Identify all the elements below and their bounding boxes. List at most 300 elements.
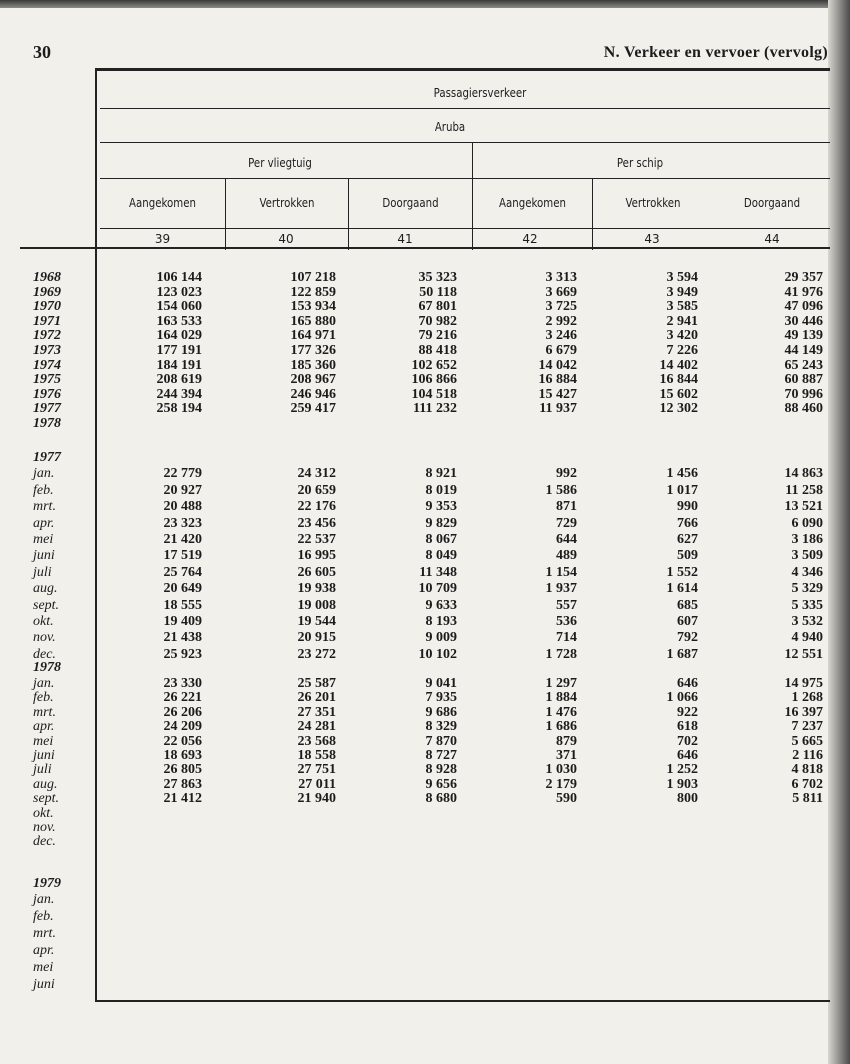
row-label: feb. <box>33 909 54 924</box>
row-label: mrt. <box>33 704 56 720</box>
cell-col-39: 27 863 <box>163 776 202 792</box>
cell-col-39: 184 191 <box>156 357 202 373</box>
table-row <box>0 581 850 596</box>
cell-col-39: 123 023 <box>156 284 202 300</box>
table-row <box>0 499 850 514</box>
column-number: 40 <box>278 232 294 246</box>
row-label: 1974 <box>33 357 61 373</box>
row-label: mei <box>33 960 54 975</box>
cell-col-43: 1 066 <box>666 690 698 706</box>
cell-col-40: 27 751 <box>297 762 336 778</box>
cell-col-40: 27 011 <box>298 776 336 792</box>
cell-col-40: 208 967 <box>290 372 336 388</box>
cell-col-40: 23 456 <box>297 515 336 531</box>
row-label: 1969 <box>33 284 61 300</box>
row-label: mei <box>33 532 54 547</box>
table-row <box>0 762 850 777</box>
row-label: 1971 <box>33 313 61 329</box>
row-label: 1973 <box>33 343 61 358</box>
table-row <box>0 598 850 613</box>
cell-col-43: 3 949 <box>666 284 698 300</box>
cell-col-43: 618 <box>677 719 698 735</box>
cell-col-44: 2 116 <box>792 748 823 763</box>
cell-col-44: 41 976 <box>784 284 823 300</box>
cell-col-42: 15 427 <box>538 386 577 402</box>
table-row <box>0 705 850 720</box>
cell-col-44: 3 186 <box>791 532 823 547</box>
cell-col-41: 70 982 <box>418 313 457 329</box>
cell-col-44: 4 940 <box>791 630 823 646</box>
cell-col-39: 18 693 <box>163 748 202 763</box>
cell-col-40: 18 558 <box>297 748 336 763</box>
row-label: feb. <box>33 482 54 498</box>
cell-col-39: 25 764 <box>163 564 202 580</box>
cell-col-43: 1 687 <box>666 646 698 662</box>
cell-col-41: 106 866 <box>411 372 457 388</box>
table-row <box>0 909 850 924</box>
rule <box>472 142 473 250</box>
cell-col-41: 8 329 <box>425 719 457 735</box>
row-label: aug. <box>33 581 58 597</box>
table-row <box>0 806 850 821</box>
cell-col-44: 3 532 <box>791 614 823 629</box>
table-row <box>0 314 850 329</box>
cell-col-43: 1 456 <box>666 466 698 482</box>
cell-col-40: 107 218 <box>290 270 336 285</box>
row-label: 1978 <box>33 416 61 431</box>
cell-col-42: 489 <box>556 548 577 564</box>
cell-col-40: 20 659 <box>297 482 336 498</box>
cell-col-42: 3 669 <box>545 284 577 300</box>
table-row <box>0 516 850 531</box>
table-row <box>0 328 850 343</box>
rule <box>592 178 593 250</box>
cell-col-39: 20 488 <box>163 499 202 515</box>
cell-col-41: 10 102 <box>418 646 457 662</box>
cell-col-44: 44 149 <box>784 343 823 358</box>
cell-col-41: 67 801 <box>418 299 457 315</box>
column-number: 41 <box>397 232 413 246</box>
cell-col-41: 8 193 <box>425 614 457 629</box>
cell-col-41: 9 633 <box>425 597 457 613</box>
cell-col-43: 3 594 <box>666 270 698 285</box>
row-label: aug. <box>33 776 58 792</box>
cell-col-41: 88 418 <box>418 343 457 358</box>
table-row <box>0 734 850 749</box>
cell-col-44: 7 237 <box>791 719 823 735</box>
table-row <box>0 820 850 835</box>
cell-col-40: 19 544 <box>297 614 336 629</box>
table-row <box>0 719 850 734</box>
cell-col-40: 16 995 <box>297 548 336 564</box>
cell-col-40: 185 360 <box>290 357 336 373</box>
cell-col-43: 12 302 <box>659 401 698 417</box>
cell-col-42: 2 179 <box>545 776 577 792</box>
cell-col-44: 4 346 <box>791 564 823 580</box>
cell-col-42: 1 154 <box>545 564 577 580</box>
row-label: juni <box>33 977 55 992</box>
cell-col-42: 1 937 <box>545 581 577 597</box>
cell-col-41: 8 019 <box>425 482 457 498</box>
cell-col-39: 20 649 <box>163 581 202 597</box>
cell-col-39: 17 519 <box>163 548 202 564</box>
cell-col-44: 60 887 <box>784 372 823 388</box>
rule <box>100 228 830 229</box>
table-row <box>0 285 850 300</box>
cell-col-44: 5 335 <box>791 597 823 613</box>
cell-col-43: 627 <box>677 532 698 547</box>
cell-col-39: 21 412 <box>163 791 202 807</box>
cell-col-42: 3 246 <box>545 328 577 344</box>
cell-col-44: 5 329 <box>791 581 823 597</box>
cell-col-43: 685 <box>677 597 698 613</box>
column-number: 43 <box>644 232 660 246</box>
cell-col-44: 47 096 <box>784 299 823 315</box>
table-row <box>0 343 850 358</box>
table-top-rule <box>95 68 830 71</box>
cell-col-42: 729 <box>556 515 577 531</box>
cell-col-39: 21 420 <box>163 532 202 547</box>
header-passagiersverkeer: Passagiersverkeer <box>433 86 527 100</box>
cell-col-41: 111 232 <box>413 401 457 417</box>
cell-col-43: 1 552 <box>666 564 698 580</box>
cell-col-40: 20 915 <box>297 630 336 646</box>
cell-col-42: 992 <box>556 466 577 482</box>
cell-col-39: 24 209 <box>163 719 202 735</box>
cell-col-40: 26 201 <box>297 690 336 706</box>
column-number: 39 <box>154 232 171 246</box>
row-label: jan. <box>33 466 55 482</box>
cell-col-42: 1 686 <box>545 719 577 735</box>
cell-col-44: 1 268 <box>791 690 823 706</box>
row-label: okt. <box>33 614 54 629</box>
cell-col-40: 23 272 <box>297 646 336 662</box>
header-col-44: Doorgaand <box>743 196 801 210</box>
cell-col-42: 1 884 <box>545 690 577 706</box>
cell-col-43: 3 585 <box>666 299 698 315</box>
table-bottom-rule <box>95 1000 830 1002</box>
cell-col-40: 164 971 <box>290 328 336 344</box>
cell-col-43: 7 226 <box>666 343 698 358</box>
cell-col-41: 9 829 <box>425 515 457 531</box>
cell-col-42: 590 <box>556 791 577 807</box>
cell-col-39: 20 927 <box>163 482 202 498</box>
cell-col-40: 22 176 <box>297 499 336 515</box>
cell-col-42: 16 884 <box>538 372 577 388</box>
header-col-39: Aangekomen <box>129 196 196 210</box>
table-row <box>0 299 850 314</box>
cell-col-42: 1 297 <box>545 676 577 691</box>
table-row <box>0 532 850 547</box>
table-row <box>0 960 850 975</box>
cell-col-39: 25 923 <box>163 646 202 662</box>
cell-col-44: 14 975 <box>784 676 823 691</box>
row-label: 1972 <box>33 328 61 344</box>
cell-col-43: 792 <box>677 630 698 646</box>
cell-col-42: 879 <box>556 733 577 749</box>
cell-col-42: 14 042 <box>538 357 577 373</box>
cell-col-40: 19 938 <box>297 581 336 597</box>
year-heading: 1979 <box>33 876 61 891</box>
cell-col-40: 25 587 <box>297 676 336 691</box>
cell-col-43: 1 252 <box>666 762 698 778</box>
cell-col-39: 26 206 <box>163 704 202 720</box>
cell-col-43: 15 602 <box>659 386 698 402</box>
row-label: okt. <box>33 805 54 821</box>
header-bottom-rule <box>20 247 830 249</box>
rule <box>100 178 830 179</box>
cell-col-41: 8 049 <box>425 548 457 564</box>
row-label: mrt. <box>33 499 56 515</box>
row-label: mei <box>33 733 54 749</box>
table-row <box>0 358 850 373</box>
cell-col-40: 19 008 <box>297 597 336 613</box>
rule <box>100 142 830 143</box>
page-number: 30 <box>33 42 51 62</box>
cell-col-41: 9 353 <box>425 499 457 515</box>
row-label: sept. <box>33 791 60 807</box>
cell-col-42: 3 313 <box>545 270 577 285</box>
table-row <box>0 416 850 431</box>
cell-col-44: 70 996 <box>784 386 823 402</box>
table-row <box>0 466 850 481</box>
cell-col-39: 26 805 <box>163 762 202 778</box>
table-row <box>0 748 850 763</box>
cell-col-40: 259 417 <box>290 401 336 417</box>
cell-col-44: 14 863 <box>784 466 823 482</box>
cell-col-43: 646 <box>677 748 698 763</box>
year-heading: 1978 <box>33 660 61 675</box>
cell-col-44: 5 811 <box>792 791 823 807</box>
cell-col-42: 714 <box>556 630 577 646</box>
table-row <box>0 834 850 849</box>
column-number: 42 <box>522 232 538 246</box>
cell-col-40: 27 351 <box>297 704 336 720</box>
cell-col-41: 7 935 <box>425 690 457 706</box>
header-col-43: Vertrokken <box>625 196 681 210</box>
row-label: jan. <box>33 892 55 907</box>
cell-col-44: 4 818 <box>791 762 823 778</box>
row-label: 1975 <box>33 372 61 388</box>
cell-col-39: 23 323 <box>163 515 202 531</box>
cell-col-41: 8 928 <box>425 762 457 778</box>
page-title: N. Verkeer en vervoer (vervolg) <box>603 44 828 61</box>
table-row <box>0 548 850 563</box>
header-col-40: Vertrokken <box>259 196 315 210</box>
cell-col-43: 607 <box>677 614 698 629</box>
cell-col-43: 766 <box>677 515 698 531</box>
cell-col-42: 644 <box>556 532 577 547</box>
table-row <box>0 791 850 806</box>
cell-col-44: 5 665 <box>791 733 823 749</box>
cell-col-44: 13 521 <box>784 499 823 515</box>
cell-col-39: 208 619 <box>156 372 202 388</box>
cell-col-39: 23 330 <box>163 676 202 691</box>
row-label: juli <box>33 762 52 778</box>
year-heading: 1977 <box>33 450 61 465</box>
cell-col-43: 2 941 <box>666 313 698 329</box>
cell-col-41: 8 921 <box>425 466 457 482</box>
cell-col-39: 164 029 <box>156 328 202 344</box>
cell-col-43: 16 844 <box>659 372 698 388</box>
cell-col-42: 3 725 <box>545 299 577 315</box>
row-label: dec. <box>33 646 56 662</box>
cell-col-44: 16 397 <box>784 704 823 720</box>
row-label: apr. <box>33 719 55 735</box>
row-label: jan. <box>33 676 55 691</box>
row-label: dec. <box>33 834 56 850</box>
column-number: 44 <box>764 232 780 246</box>
cell-col-39: 106 144 <box>156 270 202 285</box>
table-row <box>0 270 850 285</box>
cell-col-44: 6 090 <box>791 515 823 531</box>
cell-col-39: 177 191 <box>156 343 202 358</box>
table-row <box>0 483 850 498</box>
header-per-schip: Per schip <box>616 156 664 170</box>
cell-col-42: 1 586 <box>545 482 577 498</box>
rule <box>348 178 349 250</box>
cell-col-41: 104 518 <box>411 386 457 402</box>
cell-col-44: 12 551 <box>784 646 823 662</box>
cell-col-43: 14 402 <box>659 357 698 373</box>
table-row <box>0 387 850 402</box>
cell-col-42: 1 728 <box>545 646 577 662</box>
cell-col-41: 9 041 <box>425 676 457 691</box>
cell-col-43: 1 903 <box>666 776 698 792</box>
cell-col-40: 177 326 <box>290 343 336 358</box>
cell-col-40: 165 880 <box>290 313 336 329</box>
cell-col-41: 8 727 <box>425 748 457 763</box>
table-row <box>0 372 850 387</box>
cell-col-40: 153 934 <box>290 299 336 315</box>
row-label: mrt. <box>33 926 56 941</box>
cell-col-39: 154 060 <box>156 299 202 315</box>
cell-col-39: 21 438 <box>163 630 202 646</box>
table-row <box>0 943 850 958</box>
cell-col-39: 22 779 <box>163 466 202 482</box>
row-label: nov. <box>33 630 56 646</box>
cell-col-43: 509 <box>677 548 698 564</box>
row-label: 1968 <box>33 270 61 285</box>
cell-col-44: 6 702 <box>791 776 823 792</box>
cell-col-39: 18 555 <box>163 597 202 613</box>
cell-col-42: 11 937 <box>539 401 577 417</box>
table-row <box>0 676 850 691</box>
row-label: juli <box>33 564 52 580</box>
row-label: apr. <box>33 515 55 531</box>
cell-col-44: 11 258 <box>785 482 823 498</box>
cell-col-42: 371 <box>556 748 577 763</box>
table-row <box>0 565 850 580</box>
cell-col-42: 557 <box>556 597 577 613</box>
cell-col-41: 9 009 <box>425 630 457 646</box>
row-label: 1977 <box>33 401 61 417</box>
row-label: 1976 <box>33 386 61 402</box>
cell-col-43: 3 420 <box>666 328 698 344</box>
cell-col-39: 258 194 <box>156 401 202 417</box>
cell-col-44: 30 446 <box>784 313 823 329</box>
table-row <box>0 690 850 705</box>
cell-col-44: 49 139 <box>784 328 823 344</box>
cell-col-43: 800 <box>677 791 698 807</box>
cell-col-39: 244 394 <box>156 386 202 402</box>
header-aruba: Aruba <box>434 120 466 134</box>
row-label: juni <box>33 748 55 763</box>
cell-col-42: 6 679 <box>545 343 577 358</box>
cell-col-41: 8 067 <box>425 532 457 547</box>
cell-col-40: 24 312 <box>297 466 336 482</box>
cell-col-40: 24 281 <box>297 719 336 735</box>
cell-col-42: 2 992 <box>545 313 577 329</box>
cell-col-43: 1 017 <box>666 482 698 498</box>
cell-col-41: 35 323 <box>418 270 457 285</box>
cell-col-40: 26 605 <box>297 564 336 580</box>
row-label: 1970 <box>33 299 61 315</box>
cell-col-41: 102 652 <box>411 357 457 373</box>
cell-col-39: 163 533 <box>156 313 202 329</box>
row-label: nov. <box>33 820 56 835</box>
cell-col-40: 122 859 <box>290 284 336 300</box>
cell-col-41: 9 686 <box>425 704 457 720</box>
cell-col-42: 536 <box>556 614 577 629</box>
rule <box>100 108 830 109</box>
cell-col-44: 88 460 <box>784 401 823 417</box>
cell-col-39: 26 221 <box>163 690 202 706</box>
cell-col-41: 9 656 <box>425 776 457 792</box>
row-label: feb. <box>33 690 54 706</box>
cell-col-39: 22 056 <box>163 733 202 749</box>
header-col-41: Doorgaand <box>382 196 439 210</box>
cell-col-41: 79 216 <box>418 328 457 344</box>
cell-col-40: 246 946 <box>290 386 336 402</box>
row-label: sept. <box>33 597 60 613</box>
header-col-42: Aangekomen <box>499 196 566 210</box>
cell-col-43: 922 <box>677 704 698 720</box>
cell-col-41: 7 870 <box>425 733 457 749</box>
cell-col-42: 1 476 <box>545 704 577 720</box>
cell-col-44: 29 357 <box>784 270 823 285</box>
header-per-vliegtuig: Per vliegtuig <box>248 156 312 170</box>
rule <box>225 178 226 250</box>
table-row <box>0 977 850 992</box>
cell-col-40: 23 568 <box>297 733 336 749</box>
cell-col-39: 19 409 <box>163 614 202 629</box>
table-row <box>0 614 850 629</box>
row-label: apr. <box>33 943 55 958</box>
cell-col-43: 646 <box>677 676 698 691</box>
table-row <box>0 892 850 907</box>
cell-col-43: 1 614 <box>666 581 698 597</box>
table-row <box>0 401 850 416</box>
cell-col-41: 8 680 <box>425 791 457 807</box>
cell-col-41: 50 118 <box>419 284 457 300</box>
table-row <box>0 777 850 792</box>
cell-col-40: 22 537 <box>297 532 336 547</box>
row-label: juni <box>33 548 55 564</box>
cell-col-42: 871 <box>556 499 577 515</box>
cell-col-41: 11 348 <box>419 564 457 580</box>
table-row <box>0 630 850 645</box>
cell-col-43: 990 <box>677 499 698 515</box>
cell-col-44: 65 243 <box>784 357 823 373</box>
table-row <box>0 647 850 662</box>
cell-col-41: 10 709 <box>418 581 457 597</box>
cell-col-42: 1 030 <box>545 762 577 778</box>
cell-col-43: 702 <box>677 733 698 749</box>
cell-col-40: 21 940 <box>297 791 336 807</box>
table-row <box>0 926 850 941</box>
cell-col-44: 3 509 <box>791 548 823 564</box>
